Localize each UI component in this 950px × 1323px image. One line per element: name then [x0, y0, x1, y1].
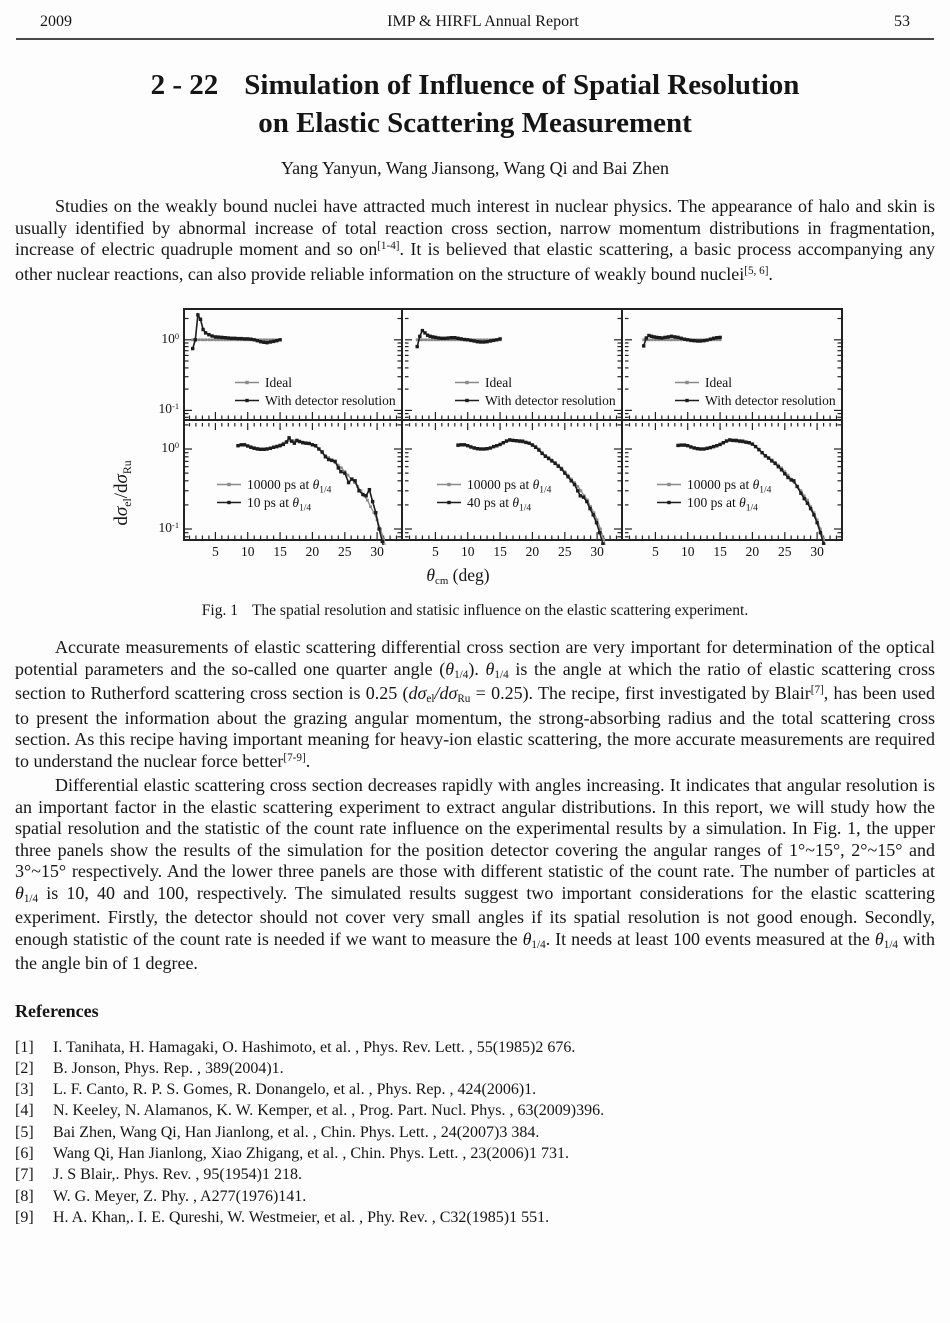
reference-text: B. Jonson, Phys. Rep. , 389(2004)1. [53, 1059, 284, 1077]
article-title [0, 66, 950, 142]
reference-item-1 [15, 1037, 935, 1058]
svg-text:30: 30 [370, 544, 384, 559]
reference-number: [3] [15, 1081, 34, 1099]
figure-panel-grid [183, 308, 843, 563]
reference-item-9 [15, 1207, 935, 1228]
article-number: 2 - 22 [150, 69, 219, 101]
header-page-number: 53 [893, 13, 910, 30]
figure-caption-label: Fig. 1 [201, 602, 238, 619]
header-year: 2009 [40, 13, 72, 30]
svg-text:10 ps at θ1/4: 10 ps at $\theta_{1/4}$ [247, 495, 312, 514]
svg-text:30: 30 [590, 544, 604, 559]
svg-text:10: 10 [460, 544, 475, 559]
reference-text: N. Keeley, N. Alamanos, K. W. Kemper, et al. , Prog. Part. Nucl. Phys. , 63(2009)396. [53, 1102, 605, 1120]
reference-text: Bai Zhen, Wang Qi, Han Jianlong, et al. , Chin. Phys. Lett. , 24(2007)3 384. [53, 1123, 540, 1141]
svg-text:10000 ps at θ1/4: 10000 ps at $\theta_{1/4}$ [247, 477, 332, 496]
svg-text:With detector resolution: With detector resolution [265, 393, 396, 408]
figure-y-axis-title: $d\sigma_{el}/d\sigma_{Ru}$ [111, 460, 134, 526]
figure-caption [0, 602, 950, 620]
reference-item-8 [15, 1186, 935, 1207]
paragraph-intro: Studies on the weakly bound nuclei have attracted much interest in nuclear physics. The appearance of halo and skin is usually identified by abnormal increase of total reaction cross section, narrow momentum distributions in fragmentation, increase of electric quadruple moment and so on[1-4]. It is believed that elastic scattering, a basic process accompanying any other nuclear reactions, can also provide reliable information on the structure of weakly bound nuclei[5, 6]. [15, 196, 935, 284]
svg-text:Ideal: Ideal [705, 375, 732, 390]
figure-panel-top-center [403, 308, 623, 421]
authors-line: Yang Yanyun, Wang Jiansong, Wang Qi and Bai Zhen [280, 158, 670, 178]
article-title-line1 [0, 66, 950, 104]
reference-number: [4] [15, 1102, 34, 1120]
figure-panel-top-left [183, 308, 403, 421]
paragraph-simulation: Differential elastic scattering cross section decreases rapidly with angles increasing. It indicates that angular resolution is an important factor in the elastic scattering experiment to extract angular distributions. In this report, we will study how the spatial resolution and the statistic of the count rate influence on the experimental results by a simulation. In Fig. 1, the upper three panels show the results of the simulation for the position detector covering the angular ranges of 1°~15°, 2°~15° and 3°~15° respectively. And the lower three panels are those with different statistic of the count rate. The number of particles at $\theta_{1/4}$ is 10, 40 and 100, respectively. The simulated results suggest two important considerations for the elastic scattering experiment. Firstly, the detector should not cover very small angles if its spatial resolution is not good enough. Secondly, enough statistic of the count rate is needed if we want to measure the $\theta_{1/4}$. It needs at least 100 events measured at the $\theta_{1/4}$ with the angle bin of 1 degree. [15, 775, 935, 973]
reference-text: L. F. Canto, R. P. S. Gomes, R. Donangelo, et al. , Phys. Rep. , 424(2006)1. [53, 1081, 537, 1099]
y-tick-label: $10^{-1}$ [158, 520, 179, 535]
svg-text:40 ps at θ1/4: 40 ps at $\theta_{1/4}$ [467, 495, 532, 514]
reference-text: J. S Blair,. Phys. Rev. , 95(1954)1 218. [53, 1166, 302, 1184]
reference-number: [5] [15, 1123, 34, 1141]
paragraph-quarter-angle: Accurate measurements of elastic scattering differential cross section are very important for determination of the optical potential parameters and the so-called one quarter angle $(\theta_{1/4})$. $\theta_{1/4}$ is the angle at which the ratio of elastic scattering cross section to Rutherford scattering cross section is 0.25 $(d\sigma_{el}/d\sigma_{Ru} = 0.25)$. The recipe, first investigated by Blair[7], has been used to present the information about the grazing angular momentum, the strong-absorbing radius and the total scattering cross section. As this recipe having important meaning for heavy-ion elastic scattering, the more accurate measurements are required to understand the nuclear force better[7-9]. [15, 637, 936, 771]
svg-text:30: 30 [810, 544, 824, 559]
reference-number: [8] [15, 1187, 34, 1205]
svg-text:5: 5 [432, 544, 439, 559]
page-header [0, 0, 950, 31]
reference-text: I. Tanihata, H. Hamagaki, O. Hashimoto, et al. , Phys. Rev. Lett. , 55(1985)2 676. [53, 1038, 576, 1056]
references-heading: References [15, 1000, 99, 1021]
reference-number: [7] [15, 1166, 34, 1184]
reference-text: Wang Qi, Han Jianlong, Xiao Zhigang, et al. , Chin. Phys. Lett. , 23(2006)1 731. [53, 1144, 569, 1162]
reference-number: [1] [15, 1038, 34, 1056]
svg-text:With detector resolution: With detector resolution [705, 393, 836, 408]
references-list [0, 1037, 950, 1229]
y-tick-label: $10^0$ [161, 331, 179, 346]
figure-panel-bottom-left [183, 421, 403, 563]
svg-text:25: 25 [338, 544, 352, 559]
header-rule [16, 38, 934, 40]
figure-x-axis-title: $\theta_{cm}$ (deg) [426, 565, 490, 588]
reference-item-7 [15, 1164, 935, 1185]
figure-panel-bottom-center [403, 421, 623, 563]
svg-text:25: 25 [558, 544, 572, 559]
svg-text:10000 ps at θ1/4: 10000 ps at $\theta_{1/4}$ [687, 477, 772, 496]
svg-text:25: 25 [778, 544, 792, 559]
svg-text:5: 5 [652, 544, 659, 559]
svg-text:15: 15 [273, 544, 287, 559]
reference-text: H. A. Khan,. I. E. Qureshi, W. Westmeier, et al. , Phy. Rev. , C32(1985)1 551. [53, 1208, 550, 1226]
reference-item-3 [15, 1079, 935, 1100]
svg-text:20: 20 [745, 544, 760, 559]
reference-item-5 [15, 1122, 935, 1143]
reference-number: [6] [15, 1144, 34, 1162]
figure-panel-bottom-right [623, 421, 843, 563]
svg-text:5: 5 [212, 544, 219, 559]
reference-item-6 [15, 1143, 935, 1164]
svg-text:10000 ps at θ1/4: 10000 ps at $\theta_{1/4}$ [467, 477, 552, 496]
figure-y-tick-labels [137, 308, 183, 563]
svg-text:10: 10 [240, 544, 255, 559]
figure-plot-area [0, 308, 950, 563]
reference-number: [2] [15, 1059, 34, 1077]
reference-text: W. G. Meyer, Z. Phy. , A277(1976)141. [53, 1187, 307, 1205]
y-tick-label: $10^{-1}$ [158, 401, 179, 416]
y-tick-label: $10^0$ [161, 440, 179, 455]
svg-text:20: 20 [525, 544, 540, 559]
svg-text:15: 15 [493, 544, 507, 559]
reference-number: [9] [15, 1208, 34, 1226]
svg-text:10: 10 [680, 544, 695, 559]
reference-item-4 [15, 1100, 935, 1121]
figure-panel-top-right [623, 308, 843, 421]
svg-text:Ideal: Ideal [265, 375, 292, 390]
svg-text:100 ps at θ1/4: 100 ps at $\theta_{1/4}$ [687, 495, 758, 514]
article-title-text1: Simulation of Influence of Spatial Resolution [244, 69, 800, 101]
svg-text:Ideal: Ideal [485, 375, 512, 390]
svg-text:With detector resolution: With detector resolution [485, 393, 616, 408]
svg-text:15: 15 [713, 544, 727, 559]
header-journal-title: IMP & HIRFL Annual Report [387, 13, 579, 30]
figure-caption-text: The spatial resolution and statisic influence on the elastic scattering experiment. [251, 602, 749, 619]
reference-item-2 [15, 1058, 935, 1079]
article-title-line2: on Elastic Scattering Measurement [258, 107, 692, 139]
svg-text:20: 20 [305, 544, 320, 559]
figure-1 [0, 308, 950, 620]
